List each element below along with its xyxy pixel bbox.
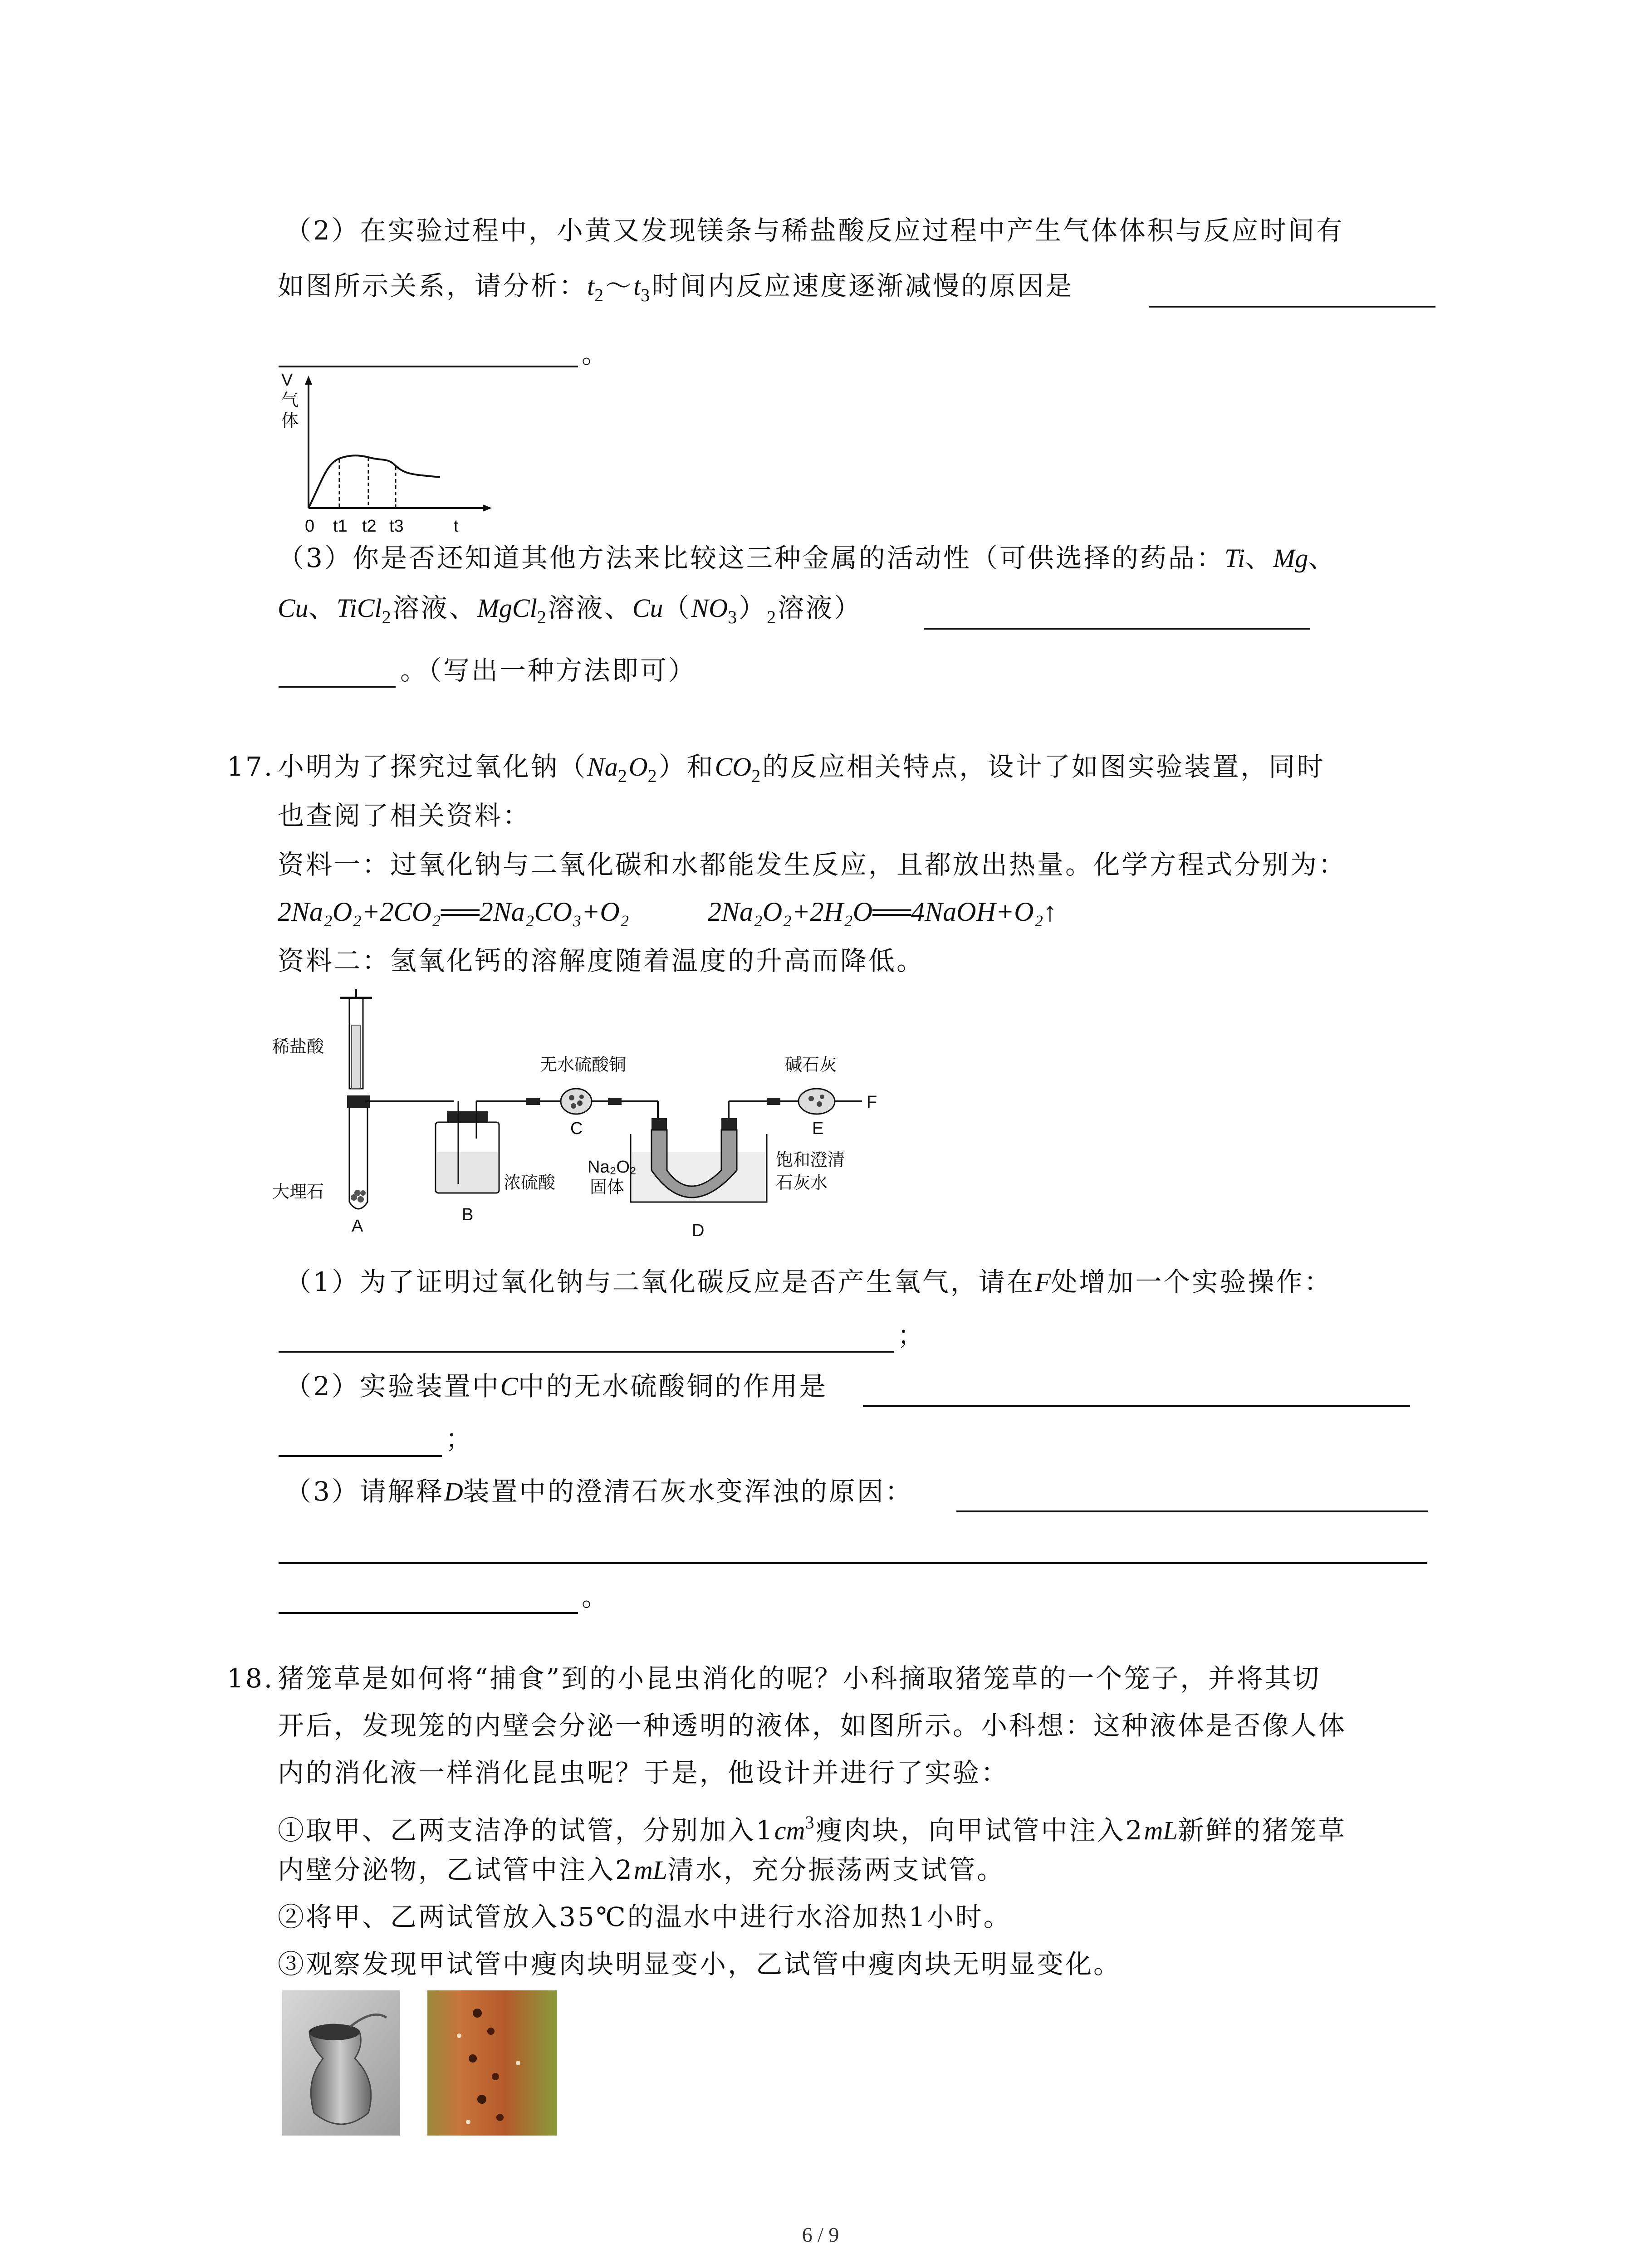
label-na2o2-1: Na₂O₂ [588,1158,637,1177]
q17-line5: 资料二：氢氧化钙的溶解度随着温度的升高而降低。 [278,945,925,976]
q16-p3-line3: 。（写出一种方法即可） [400,655,697,686]
label-cuso4: 无水硫酸铜 [540,1056,627,1075]
q18-line3: 内的消化液一样消化昆虫呢？于是，他设计并进行了实验： [278,1757,1009,1788]
answer-blank-q16-2a[interactable] [1149,306,1435,308]
answer-blank-q17-2a[interactable] [863,1405,1410,1407]
apparatus-a [340,989,422,1209]
answer-blank-q16-3a[interactable] [924,628,1310,630]
label-d: D [692,1221,705,1240]
q18-step2: ②将甲、乙两试管放入35℃的温水中进行水浴加热1小时。 [278,1901,1012,1932]
label-limewater-2: 石灰水 [776,1173,828,1193]
label-f: F [867,1093,877,1112]
y-label-ti: 体 [281,411,299,430]
answer-blank-q16-3b[interactable] [279,686,396,688]
q17-line2: 也查阅了相关资料： [278,800,531,831]
q18-step1-line1: ①取甲、乙两支洁净的试管，分别加入$1cm^3$瘦肉块，向甲试管中注入2mL新鲜的猪笼草 [278,1812,1347,1846]
label-c: C [570,1119,583,1138]
label-e: E [812,1119,824,1138]
answer-blank-q17-1[interactable] [279,1351,894,1353]
apparatus-c [526,1089,658,1114]
apparatus-d [631,1101,776,1202]
x-tick-t1: t1 [333,517,348,536]
page-number: 6 / 9 [802,2223,839,2246]
q18-line2: 开后，发现笼的内壁会分泌一种透明的液体，如图所示。小科想：这种液体是否像人体 [278,1710,1347,1741]
x-tick-t2: t2 [362,517,377,536]
label-limewater-1: 饱和澄清 [776,1151,845,1170]
pitcher-inner-wall-photo [427,1990,557,2136]
gas-volume-time-graph [272,372,499,544]
apparatus-diagram [272,989,916,1252]
y-label-qi: 气 [281,391,299,410]
label-a: A [352,1217,363,1236]
q17-line1: 小明为了探究过氧化钠$(Na_2O_2)$和$CO_2$的反应相关特点，设计了如图实验装置，同时 [278,751,1325,786]
q17-number: 17. [227,751,274,782]
x-axis-arrow [483,504,492,512]
x-tick-t: t [454,517,459,536]
x-tick-t3: t3 [389,517,404,536]
q18-step1-line2: 内壁分泌物，乙试管中注入2mL清水，充分振荡两支试管。 [278,1854,1005,1885]
pitcher-plant-photo [282,1990,400,2136]
q16-p2-end: 。 [582,338,610,369]
q18-number: 18. [227,1663,274,1694]
q16-p3-line1: （3）你是否还知道其他方法来比较这三种金属的活动性（可供选择的药品：Ti、Mg、 [278,543,1337,573]
equation-1: 2Na₂O₂+2CO₂══2Na₂CO₃+O₂ [278,897,629,927]
q17-s3-line: （3）请解释D装置中的澄清石灰水变浑浊的原因： [285,1476,913,1507]
answer-blank-q17-3a[interactable] [956,1510,1428,1512]
q17-line3: 资料一：过氧化钠与二氧化碳和水都能发生反应，且都放出热量。化学方程式分别为： [278,849,1347,880]
gas-volume-curve [309,455,440,508]
q17-s2-line: （2）实验装置中C中的无水硫酸铜的作用是 [285,1371,828,1402]
q17-s3-end: 。 [582,1581,610,1612]
label-marble: 大理石 [272,1183,324,1202]
q18-line1: 猪笼草是如何将“捕食”到的小昆虫消化的呢？小科摘取猪笼草的一个笼子，并将其切 [278,1663,1321,1694]
q16-p3-line2: Cu、TiCl$_2$溶液、MgCl$_2$溶液、$Cu(NO_3)_2$溶液） [278,592,862,627]
label-b: B [462,1205,474,1224]
label-h2so4: 浓硫酸 [504,1173,556,1193]
q18-step3: ③观察发现甲试管中瘦肉块明显变小，乙试管中瘦肉块无明显变化。 [278,1949,1122,1980]
q16-p2-line1: （2）在实验过程中，小黄又发现镁条与稀盐酸反应过程中产生气体体积与反应时间有 [285,215,1344,246]
y-label-v: V [281,372,293,390]
q17-s1-line: （1）为了证明过氧化钠与二氧化碳反应是否产生氧气，请在F处增加一个实验操作： [285,1266,1332,1297]
equation-2: 2Na₂O₂+2H₂O══4NaOH+O₂↑ [708,897,1057,927]
y-axis-arrow [305,376,312,385]
label-na2o2-2: 固体 [590,1178,625,1197]
answer-blank-q17-3c[interactable] [279,1612,578,1614]
answer-blank-q17-2b[interactable] [279,1455,442,1457]
q17-s2-end: ； [446,1423,474,1454]
apparatus-e [767,1089,862,1114]
q16-p2-line2: 如图所示关系，请分析：$t_2\sim t_3$时间内反应速度逐渐减慢的原因是 [278,270,1074,305]
q17-s1-end: ； [897,1320,926,1351]
x-tick-0: 0 [305,517,315,536]
answer-blank-q16-2b[interactable] [279,366,578,367]
label-soda-lime: 碱石灰 [785,1056,837,1075]
label-hcl: 稀盐酸 [272,1037,324,1056]
answer-blank-q17-3b[interactable] [279,1562,1427,1564]
